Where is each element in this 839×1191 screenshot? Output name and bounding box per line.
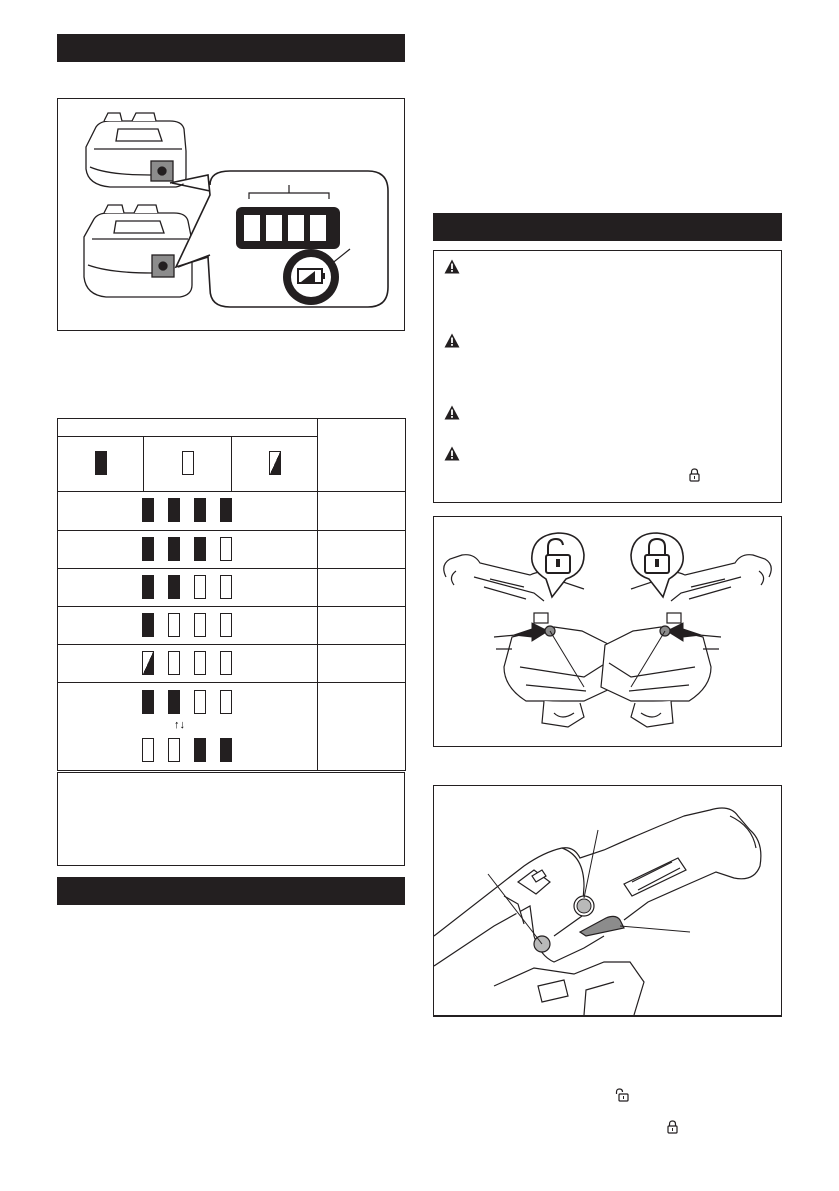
handle-switch-illustration [434, 786, 781, 1015]
capacity-value [318, 531, 406, 569]
legend-blinking [232, 437, 318, 492]
table-row [58, 607, 318, 645]
machine-right-illustration [601, 555, 771, 727]
indicator-lamps-panel [236, 207, 340, 249]
legend-off [144, 437, 232, 492]
capacity-value [318, 569, 406, 607]
battery-small-illustration [86, 113, 186, 187]
table-row [58, 645, 318, 683]
indicator-lamps-header [58, 419, 318, 437]
legend-lighted [58, 437, 144, 492]
capacity-value [318, 492, 406, 531]
section-header-bar-protection-system [57, 877, 405, 905]
battery-illustration [58, 99, 404, 330]
warning-triangle-icon [444, 259, 460, 274]
padlock-closed-icon [689, 468, 700, 482]
battery-large-illustration [84, 205, 192, 297]
padlock-closed-icon [667, 1120, 678, 1134]
warning-triangle-icon [444, 405, 460, 420]
warning-triangle-icon [444, 333, 460, 348]
capacity-value [318, 683, 406, 771]
lock-unlock-figure [433, 516, 782, 747]
handle-illustration [434, 808, 761, 1015]
warnings-box [433, 250, 782, 503]
note-box [57, 772, 405, 866]
alternating-arrows: ↑↓ [174, 719, 185, 731]
table-row [58, 683, 318, 771]
machine-left-illustration [444, 555, 614, 727]
switch-action-figure [433, 785, 782, 1017]
remaining-capacity-header [318, 419, 406, 492]
warning-triangle-icon [444, 446, 460, 461]
section-header-bar-functional-description [433, 213, 782, 241]
capacity-value [318, 607, 406, 645]
remaining-capacity-table [57, 418, 406, 771]
capacity-value [318, 645, 406, 683]
table-row [58, 531, 318, 569]
lock-unlock-illustration [434, 517, 781, 746]
section-header-bar-battery-indication [57, 34, 405, 62]
padlock-open-icon [614, 1088, 630, 1102]
table-row [58, 492, 318, 531]
table-row [58, 569, 318, 607]
battery-indicator-figure [57, 98, 405, 331]
